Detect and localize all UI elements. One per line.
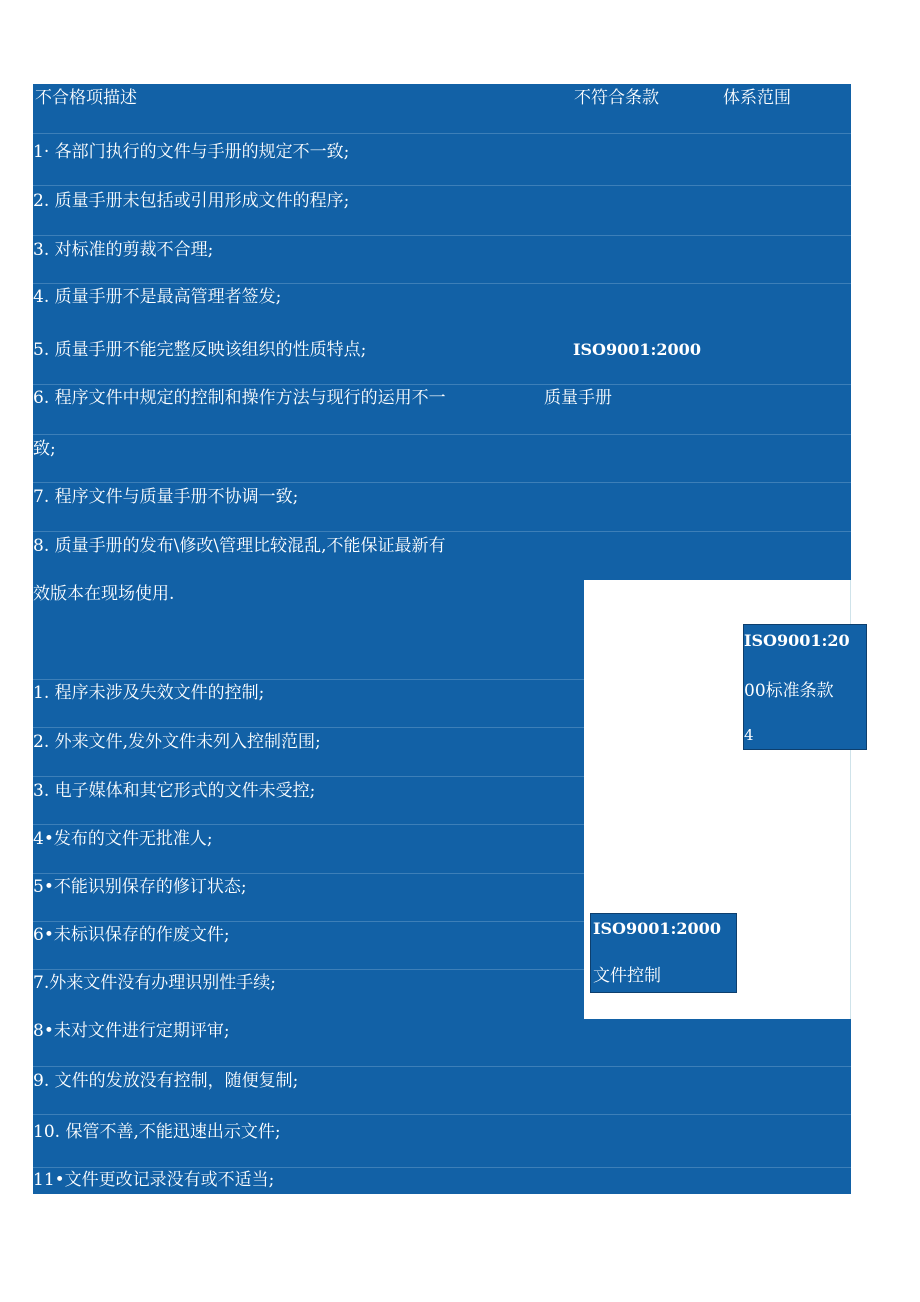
list-item: 9. 文件的发放没有控制，随便复制; [33,1071,299,1091]
section1-scope: 质量手册 [544,388,612,408]
list-item: 致; [33,439,56,459]
row-divider [33,283,851,284]
nonconformity-table [33,84,851,1194]
list-item: 1· 各部门执行的文件与手册的规定不一致; [33,142,350,162]
row-divider [33,873,584,874]
list-item: 8. 质量手册的发布\修改\管理比较混乱,不能保证最新有 [33,536,446,556]
document-control-clause: ISO9001:2000 [593,919,721,938]
row-divider [33,1167,851,1168]
list-item: 2. 外来文件,发外文件未列入控制范围; [33,732,321,752]
row-divider [33,531,851,532]
list-item: 6•未标识保存的作废文件; [33,925,230,945]
list-item: 5. 质量手册不能完整反映该组织的性质特点; [33,340,367,360]
row-divider [33,969,584,970]
row-divider [33,434,851,435]
list-item: 7. 程序文件与质量手册不协调一致; [33,487,299,507]
row-divider [33,235,851,236]
list-item: 3. 电子媒体和其它形式的文件未受控; [33,781,316,801]
row-divider [33,1066,851,1067]
list-item: 1. 程序未涉及失效文件的控制; [33,683,265,703]
list-item: 4. 质量手册不是最高管理者签发; [33,287,282,307]
row-divider [33,824,584,825]
row-divider [33,921,584,922]
row-divider [33,133,851,134]
row-divider [33,482,851,483]
row-divider [33,185,851,186]
header-scope: 体系范围 [723,88,791,108]
standard-clause-line-3: 4 [744,726,754,744]
list-item: 效版本在现场使用. [33,584,175,604]
standard-clause-box [743,624,867,750]
header-description: 不合格项描述 [35,88,137,108]
list-item: 2. 质量手册未包括或引用形成文件的程序; [33,191,350,211]
row-divider [33,776,584,777]
standard-clause-line-1: ISO9001:20 [744,631,850,650]
list-item: 8•未对文件进行定期评审; [33,1021,230,1041]
standard-clause-line-2: 00标准条款 [744,681,834,701]
row-divider [33,679,584,680]
document-control-scope: 文件控制 [593,966,661,986]
list-item: 6. 程序文件中规定的控制和操作方法与现行的运用不一 [33,388,446,408]
row-divider [33,384,851,385]
list-item: 11•文件更改记录没有或不适当; [33,1170,275,1190]
row-divider [33,727,584,728]
header-clause: 不符合条款 [574,88,659,108]
list-item: 10. 保管不善,不能迅速出示文件; [33,1122,281,1142]
list-item: 4•发布的文件无批准人; [33,829,213,849]
section1-clause: ISO9001:2000 [573,340,701,359]
list-item: 3. 对标准的剪裁不合理; [33,240,214,260]
list-item: 5•不能识别保存的修订状态; [33,877,247,897]
row-divider [33,1114,851,1115]
list-item: 7.外来文件没有办理识别性手续; [33,973,276,993]
document-control-box [590,913,737,993]
